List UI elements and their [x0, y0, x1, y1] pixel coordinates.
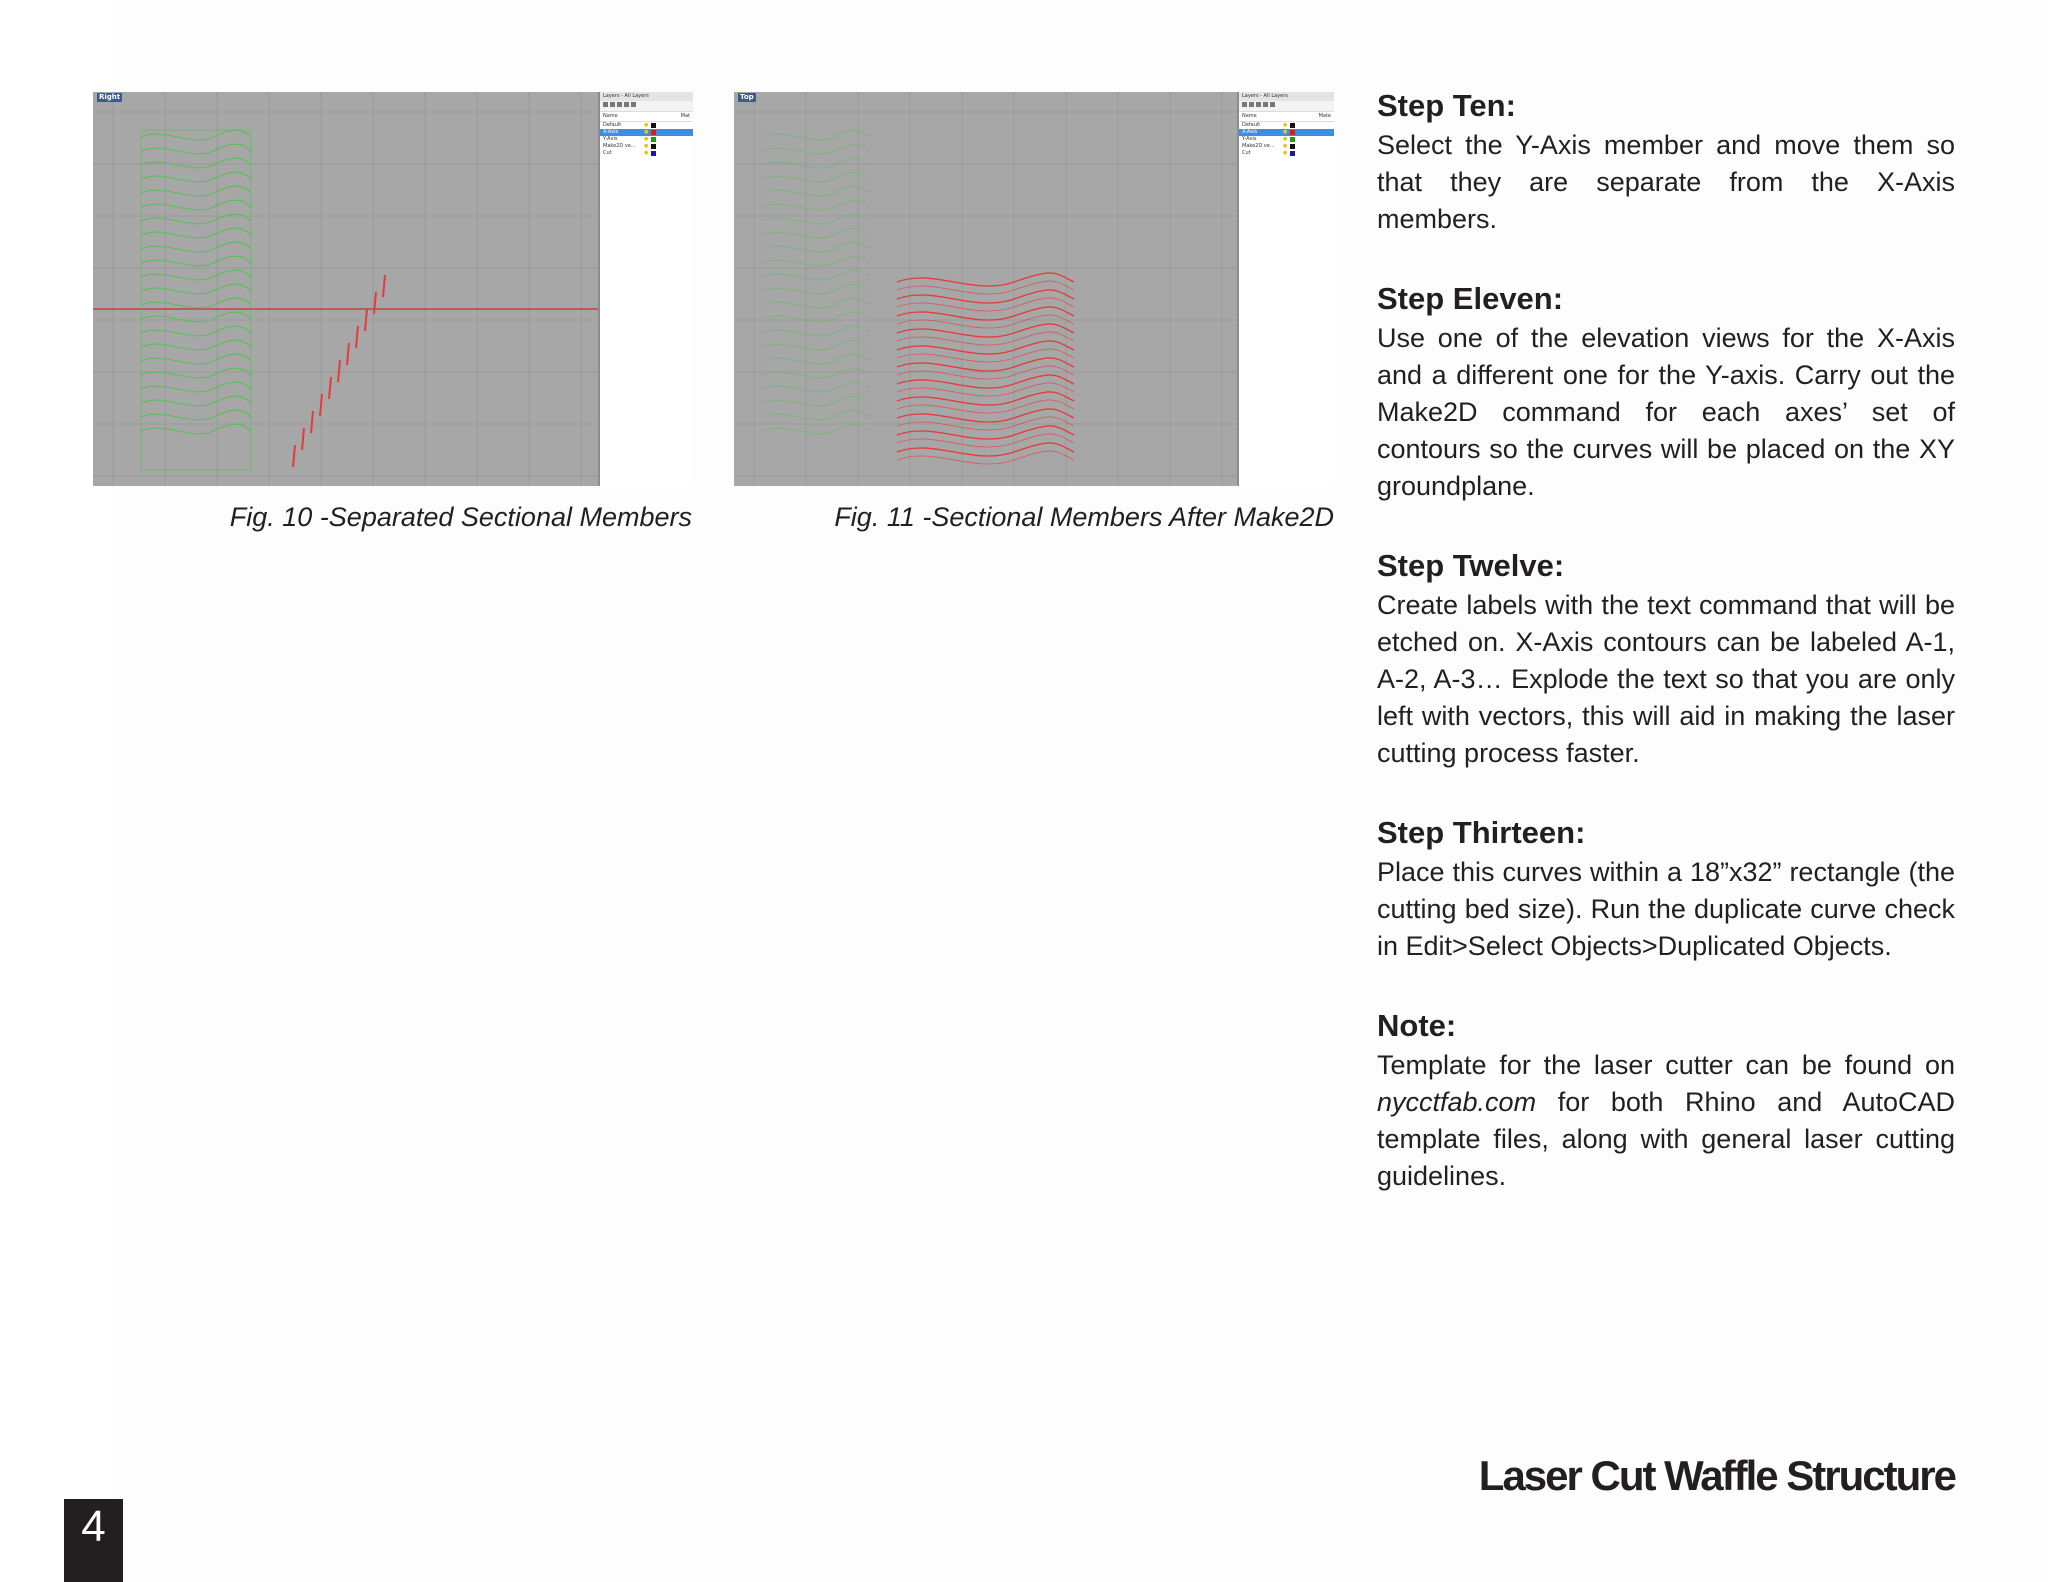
delete-layer-icon[interactable]	[1249, 102, 1254, 107]
visibility-bulb-icon[interactable]: ●	[1283, 122, 1288, 128]
y-axis-member-curve	[762, 382, 869, 392]
layers-panel-title: Layers - All Layers	[1239, 92, 1334, 101]
viewport-label: Top	[740, 93, 754, 101]
layer-name: X-Axis	[1242, 129, 1258, 135]
rhino-right-viewport	[93, 92, 598, 486]
x-axis-member	[356, 326, 358, 348]
x-axis-member	[347, 343, 349, 365]
x-axis-make2d-curve	[897, 451, 1074, 464]
visibility-bulb-icon[interactable]: ●	[644, 150, 649, 156]
layers-header-material: Mat	[680, 113, 690, 119]
x-axis-make2d-curve	[897, 409, 1074, 422]
filter-icon[interactable]	[1270, 102, 1275, 107]
y-axis-member-curve	[762, 256, 869, 266]
y-axis-member-curve	[141, 298, 251, 308]
layer-name: Make2D ve...	[1242, 143, 1275, 149]
y-axis-member-curve	[141, 242, 251, 252]
layer-row[interactable]	[600, 122, 693, 129]
y-axis-member-curve	[762, 368, 869, 378]
layer-color-swatch[interactable]	[1290, 151, 1295, 156]
layers-list	[600, 122, 693, 157]
y-axis-member-curve	[141, 158, 251, 168]
layer-color-swatch[interactable]	[1290, 137, 1295, 142]
step-title: Step Twelve:	[1377, 548, 1565, 583]
y-axis-member-curve	[141, 340, 251, 350]
y-axis-member-curve	[762, 424, 869, 434]
layers-toolbar	[600, 101, 693, 112]
step-ten	[1377, 85, 1955, 238]
x-axis-member	[383, 275, 385, 297]
x-axis-make2d-curve	[897, 443, 1074, 456]
note	[1377, 1005, 1955, 1195]
y-axis-member-curve	[141, 368, 251, 378]
step-title: Step Thirteen:	[1377, 815, 1586, 850]
layer-name: Y-Axis	[1242, 136, 1257, 142]
x-axis-make2d-curve	[897, 281, 1074, 294]
y-axis-member-curve	[762, 158, 869, 168]
y-axis-member-curve	[762, 200, 869, 210]
y-axis-member-curve	[141, 186, 251, 196]
page-number: 4	[64, 1499, 123, 1582]
figure-11-caption: Fig. 11 -Sectional Members After Make2D	[834, 502, 1334, 532]
step-thirteen	[1377, 812, 1955, 965]
layer-name: Cut	[603, 150, 612, 156]
x-axis-member	[374, 292, 376, 314]
layer-color-swatch[interactable]	[1290, 144, 1295, 149]
layers-panel	[598, 92, 693, 486]
layers-header-material: Mate	[1318, 113, 1331, 119]
viewport-canvas-right	[93, 92, 598, 486]
visibility-bulb-icon[interactable]: ●	[644, 136, 649, 142]
visibility-bulb-icon[interactable]: ●	[1283, 129, 1288, 135]
x-axis-make2d-curve	[897, 426, 1074, 439]
y-axis-member-curve	[762, 326, 869, 336]
figure-11-screenshot	[734, 92, 1334, 486]
x-axis-make2d-curve	[897, 392, 1074, 405]
x-axis-make2d-curve	[897, 400, 1074, 413]
layer-color-swatch[interactable]	[651, 151, 656, 156]
rhino-top-viewport	[734, 92, 1237, 486]
layer-row[interactable]	[600, 150, 693, 157]
layer-name: Default	[1242, 122, 1261, 128]
x-axis-member	[293, 445, 295, 467]
viewport-label: Right	[99, 93, 121, 101]
instruction-steps	[1377, 85, 1955, 1235]
figure-10-screenshot	[93, 92, 693, 486]
new-layer-icon[interactable]	[603, 102, 608, 107]
move-down-icon[interactable]	[624, 102, 629, 107]
step-body: Select the Y-Axis member and move them so that they are separate from the X-Axis members.	[1377, 130, 1955, 234]
y-axis-member-curve	[141, 130, 251, 140]
layer-row[interactable]	[600, 143, 693, 150]
x-axis-member	[320, 394, 322, 416]
y-axis-member-curve	[141, 424, 251, 434]
note-text-before: Template for the laser cutter can be found on	[1377, 1050, 1955, 1080]
move-up-icon[interactable]	[1256, 102, 1261, 107]
x-axis-make2d-curve	[897, 324, 1074, 337]
layer-color-swatch[interactable]	[651, 137, 656, 142]
figure-10-caption: Fig. 10 -Separated Sectional Members	[229, 502, 692, 532]
layer-name: Cut	[1242, 150, 1251, 156]
x-axis-member	[365, 309, 367, 331]
layers-panel	[1237, 92, 1334, 486]
y-axis-member-curve	[762, 396, 869, 406]
y-axis-member-curve	[762, 172, 869, 182]
y-axis-member-curve	[141, 270, 251, 280]
filter-icon[interactable]	[631, 102, 636, 107]
layer-row[interactable]	[1239, 136, 1334, 143]
x-axis-make2d-curve	[897, 383, 1074, 396]
document-title: Laser Cut Waffle Structure	[1478, 1452, 1955, 1499]
layer-row[interactable]	[1239, 129, 1334, 136]
visibility-bulb-icon[interactable]: ●	[644, 129, 649, 135]
layer-color-swatch[interactable]	[651, 144, 656, 149]
visibility-bulb-icon[interactable]: ●	[1283, 136, 1288, 142]
step-twelve	[1377, 545, 1955, 772]
y-axis-member-curve	[141, 228, 251, 238]
x-axis-make2d-curve	[897, 332, 1074, 345]
step-body: Use one of the elevation views for the X-Axis and a different one for the Y-axis. Carry out the Make2D command for each axes’ set of contours so the curves will be placed on the XY groundplane.	[1377, 323, 1955, 501]
x-axis-make2d-curve	[897, 434, 1074, 447]
y-axis-member-curve	[762, 340, 869, 350]
layer-row[interactable]	[600, 136, 693, 143]
step-body: Create labels with the text command that will be etched on. X-Axis contours can be labeled A-1, A-2, A-3… Explode the text so that you are only left with vectors, this will aid in making the laser cutting process faster.	[1377, 590, 1955, 768]
x-axis-member	[302, 428, 304, 450]
layers-header	[1239, 112, 1334, 122]
y-axis-member-curve	[762, 144, 869, 154]
y-axis-member-curve	[141, 200, 251, 210]
y-axis-member-curve	[141, 354, 251, 364]
layers-panel-title: Layers - All Layers	[600, 92, 693, 101]
note-body	[1377, 1047, 1955, 1195]
note-title: Note:	[1377, 1008, 1457, 1043]
x-axis-make2d-curve	[897, 273, 1074, 286]
layer-row[interactable]	[1239, 150, 1334, 157]
step-eleven	[1377, 278, 1955, 505]
layer-color-swatch[interactable]	[651, 130, 656, 135]
x-axis-make2d-curve	[897, 417, 1074, 430]
x-axis-member	[311, 411, 313, 433]
x-axis-make2d-curve	[897, 298, 1074, 311]
y-axis-member-curve	[762, 130, 869, 140]
x-axis-make2d-curve	[897, 307, 1074, 320]
viewport-canvas-top	[734, 92, 1237, 486]
y-axis-member-curve	[141, 396, 251, 406]
x-axis-member	[329, 377, 331, 399]
step-title: Step Ten:	[1377, 88, 1516, 123]
note-text-after: for both Rhino and AutoCAD template files, along with general laser cutting guidelines.	[1377, 1087, 1955, 1191]
layers-header-name: Name	[1242, 113, 1257, 119]
y-axis-member-curve	[141, 410, 251, 420]
website-link[interactable]: nycctfab.com	[1377, 1087, 1537, 1117]
y-axis-member-curve	[762, 270, 869, 280]
layers-toolbar	[1239, 101, 1334, 112]
y-axis-member-curve	[141, 172, 251, 182]
layer-name: Make2D ve...	[603, 143, 636, 149]
delete-layer-icon[interactable]	[610, 102, 615, 107]
layer-row[interactable]	[1239, 143, 1334, 150]
y-axis-member-curve	[762, 284, 869, 294]
x-axis-member	[338, 360, 340, 382]
y-axis-member-outline	[141, 130, 251, 470]
y-axis-member-curve	[141, 144, 251, 154]
y-axis-member-curve	[762, 354, 869, 364]
new-layer-icon[interactable]	[1242, 102, 1247, 107]
layers-list	[1239, 122, 1334, 157]
y-axis-member-curve	[762, 410, 869, 420]
layer-color-swatch[interactable]	[651, 123, 656, 128]
layer-color-swatch[interactable]	[1290, 123, 1295, 128]
layer-name: X-Axis	[603, 129, 619, 135]
x-axis-make2d-curve	[897, 341, 1074, 354]
layer-name: Default	[603, 122, 622, 128]
layers-header-name: Name	[603, 113, 618, 119]
y-axis-member-curve	[141, 284, 251, 294]
x-axis-make2d-curve	[897, 375, 1074, 388]
x-axis-make2d-curve	[897, 315, 1074, 328]
y-axis-member-curve	[141, 256, 251, 266]
x-axis-make2d-curve	[897, 358, 1074, 371]
layer-row[interactable]	[1239, 122, 1334, 129]
y-axis-member-curve	[141, 382, 251, 392]
layer-name: Y-Axis	[603, 136, 618, 142]
step-body: Place this curves within a 18”x32” rectangle (the cutting bed size). Run the duplicate curve check in Edit>Select Objects>Duplicated Objects.	[1377, 857, 1955, 961]
visibility-bulb-icon[interactable]: ●	[1283, 143, 1288, 149]
x-axis-make2d-curve	[897, 349, 1074, 362]
y-axis-member-curve	[762, 186, 869, 196]
y-axis-member-curve	[141, 326, 251, 336]
visibility-bulb-icon[interactable]: ●	[644, 143, 649, 149]
layer-row[interactable]	[600, 129, 693, 136]
layer-color-swatch[interactable]	[1290, 130, 1295, 135]
y-axis-member-curve	[762, 242, 869, 252]
y-axis-member-curve	[762, 228, 869, 238]
step-title: Step Eleven:	[1377, 281, 1564, 316]
visibility-bulb-icon[interactable]: ●	[644, 122, 649, 128]
x-axis-make2d-curve	[897, 290, 1074, 303]
move-up-icon[interactable]	[617, 102, 622, 107]
visibility-bulb-icon[interactable]: ●	[1283, 150, 1288, 156]
move-down-icon[interactable]	[1263, 102, 1268, 107]
layers-header	[600, 112, 693, 122]
y-axis-member-curve	[762, 298, 869, 308]
